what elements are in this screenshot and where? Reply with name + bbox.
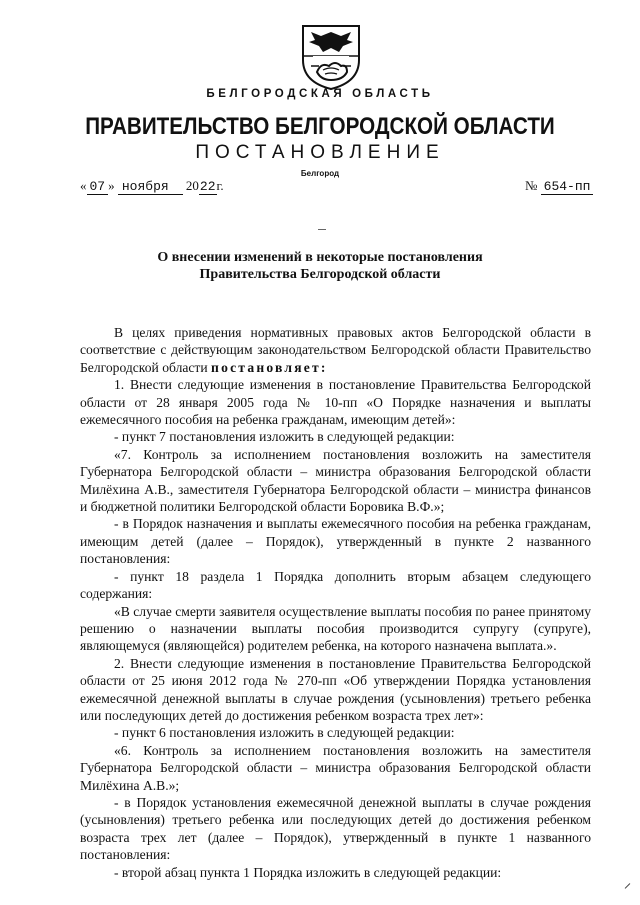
number-label: № [525, 178, 538, 193]
government-name: ПРАВИТЕЛЬСТВО БЕЛГОРОДСКОЙ ОБЛАСТИ [85, 113, 555, 140]
date-day: 07 [87, 180, 109, 195]
paragraph-1-item-7-text: «7. Контроль за исполнением постановления возложить на заместителя Губернатора Белгородской области – министра образования Белгородской области Милёхина А.В., заместителя Губернатора Белгородской области – министра финансов и бюджетной политики Белгородской области Боровика В.Ф.»; [80, 446, 591, 515]
paragraph-2-item-6-text: «6. Контроль за исполнением постановления возложить на заместителя Губернатора Белгородской области – министра образования Белгородской области Милёхина А.В.»; [80, 742, 591, 793]
title-line-2: Правительства Белгородской области [199, 267, 441, 282]
region-name: БЕЛГОРОДСКАЯ ОБЛАСТЬ [206, 88, 434, 100]
paragraph-2-procedure: - в Порядок установления ежемесячной денежной выплаты в случае рождения (усыновления) третьего ребенка или последующих детей до достижения ребенком возраста трех лет (далее – Порядок), утвержденный в пункте 1 названного постановления: [80, 794, 591, 863]
document-type: ПОСТАНОВЛЕНИЕ [195, 142, 445, 163]
paragraph-2-item-1: - второй абзац пункта 1 Порядка изложить в следующей редакции: [114, 864, 502, 880]
decree-word: постановляет [211, 359, 321, 375]
date-year-prefix: 20 [185, 178, 199, 193]
number-value: 654-пп [541, 180, 594, 195]
date-year-unit: г. [216, 178, 224, 193]
paragraph-1-item-18-text: «В случае смерти заявителя осуществление выплаты пособия по ранее принятому решению о назначении выплаты пособия производится супругу (супруге), являющемуся (являющейся) родителем ребенка, на которого назначена выплата.». [80, 603, 591, 654]
paragraph-2-item-6: - пункт 6 постановления изложить в следующей редакции: [114, 725, 455, 741]
date-month: ноября [118, 180, 183, 195]
paragraph-1: 1. Внести следующие изменения в постановление Правительства Белгородской области от 28 января 2005 года № 10-пп «О Порядке назначения и выплаты ежемесячного пособия на ребенка гражданам, имеющим детей»: [80, 377, 591, 428]
title-line-1: О внесении изменений в некоторые постановления [157, 250, 483, 265]
page-corner-mark [620, 878, 631, 889]
paragraph-1-item-7: - пункт 7 постановления изложить в следующей редакции: [114, 429, 455, 445]
city-name: Белгород [300, 169, 340, 178]
paragraph-preamble: В целях приведения нормативных правовых актов Белгородской области в соответствие с действующим законодательством Белгородской области Правительство Белгородской области постановляет: [80, 325, 591, 375]
decree-number [525, 178, 593, 195]
paragraph-2: 2. Внести следующие изменения в постановление Правительства Белгородской области от 25 июня 2012 года № 270-пп «Об утверждении Порядка установления ежемесячной денежной выплаты в случае рождения (усыновления) третьего ребенка или последующих детей до достижения ребенком возраста трех лет»: [80, 655, 591, 723]
date-quote-close: » [108, 178, 115, 193]
document-body [80, 324, 591, 881]
date-year-suffix: 22 [199, 179, 216, 194]
date-line [80, 178, 224, 195]
coat-of-arms-emblem [299, 22, 363, 92]
document-title [0, 249, 640, 283]
paragraph-1-procedure: - в Порядок назначения и выплаты ежемесячного пособия на ребенка гражданам, имеющим детей (далее – Порядок), утвержденный в пункте 2 названного постановления: [80, 516, 591, 567]
date-quote-open: « [80, 178, 87, 193]
paragraph-1-item-18: - пункт 18 раздела 1 Порядка дополнить вторым абзацем следующего содержания: [80, 568, 591, 602]
margin-mark [318, 229, 326, 230]
